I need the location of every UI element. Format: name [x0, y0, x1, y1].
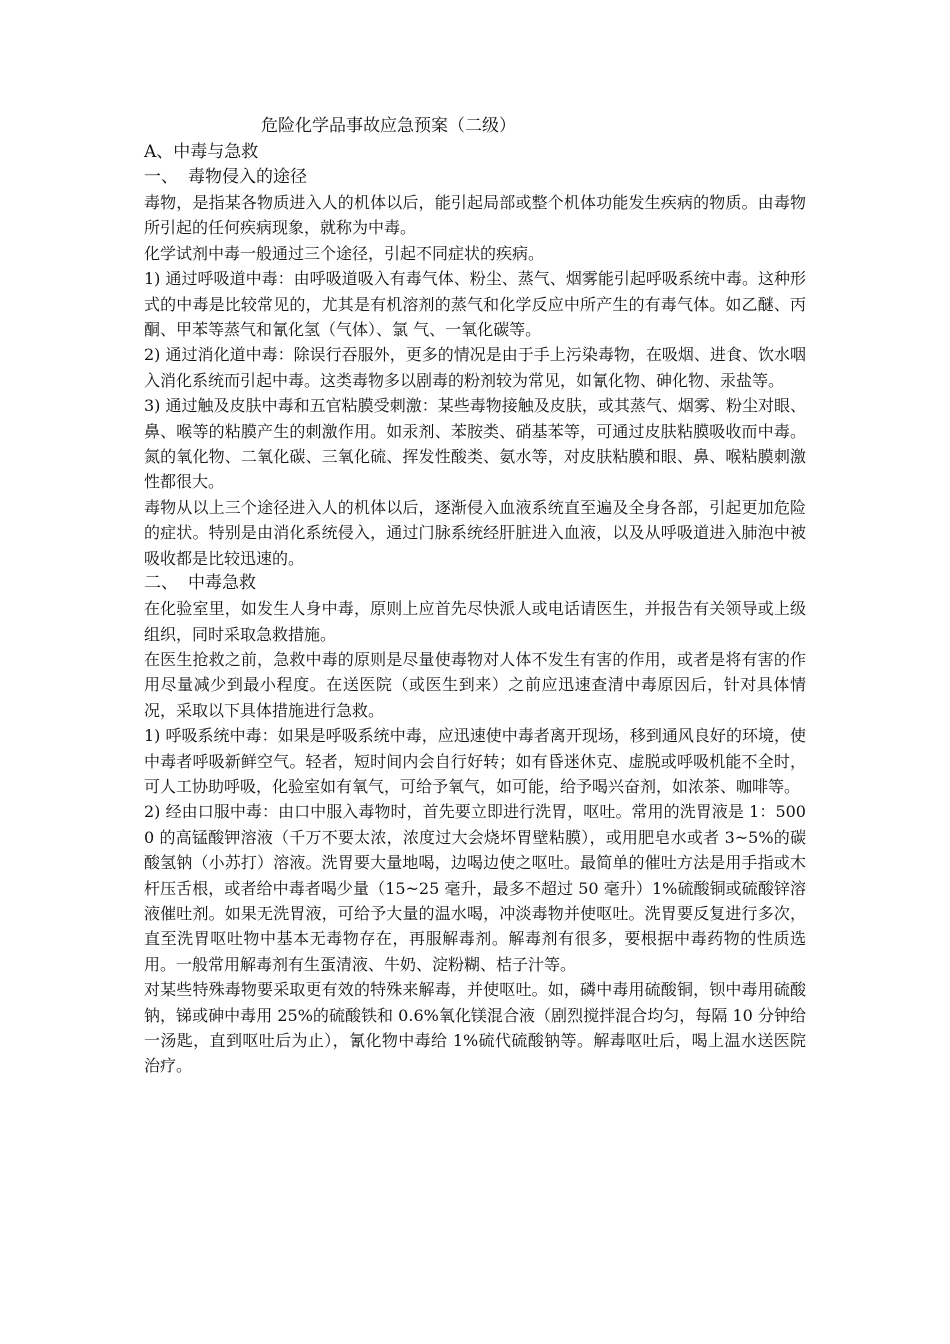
part2-number: 二、: [144, 573, 178, 594]
part2-heading-text: 中毒急救: [188, 573, 256, 594]
paragraph: 3) 通过触及皮肤中毒和五官粘膜受刺激：某些毒物接触及皮肤，或其蒸气、烟雾、粉尘对眼、鼻、喉等的粘膜产生的刺激作用。如汞剂、苯胺类、硝基苯等，可通过皮肤粘膜吸收而中毒。氮的氧化物、二氧化碳、三氧化硫、挥发性酸类、氨水等，对皮肤粘膜和眼、鼻、喉粘膜刺激性都很大。: [144, 396, 806, 492]
paragraph: 2) 经由口服中毒：由口中服入毒物时，首先要立即进行洗胃，呕吐。常用的洗胃液是 1：5000 的高锰酸钾溶液（千万不要太浓，浓度过大会烧坏胃壁粘膜），或用肥皂水或者 3~5%的碳酸氢钠（小苏打）溶液。洗胃要大量地喝，边喝边使之呕吐。最简单的催吐方法是用手指或木杆压舌根，或者给中毒者喝少量（15~25 毫升，最多不超过 50 毫升）1%硫酸铜或硫酸锌溶液催吐剂。如果无洗胃液，可给予大量的温水喝，冲淡毒物并使呕吐。洗胃要反复进行多次，直至洗胃呕吐物中基本无毒物存在，再服解毒剂。解毒剂有很多，要根据中毒药物的性质选用。一般常用解毒剂有生蛋清液、牛奶、淀粉糊、桔子汁等。: [144, 802, 806, 974]
paragraph: 在化验室里，如发生人身中毒，原则上应首先尽快派人或电话请医生，并报告有关领导或上级组织，同时采取急救措施。: [144, 599, 806, 644]
paragraph: 毒物，是指某各物质进入人的机体以后，能引起局部或整个机体功能发生疾病的物质。由毒物所引起的任何疾病现象，就称为中毒。: [144, 193, 806, 238]
paragraph: 1) 呼吸系统中毒：如果是呼吸系统中毒，应迅速使中毒者离开现场，移到通风良好的环境，使中毒者呼吸新鲜空气。轻者，短时间内会自行好转；如有昏迷休克、虚脱或呼吸机能不全时，可人工协助呼吸，化验室如有氧气，可给予氧气，如可能，给予喝兴奋剂，如浓茶、咖啡等。: [144, 726, 806, 796]
part1-heading-text: 毒物侵入的途径: [188, 167, 307, 187]
paragraph: 在医生抢救之前，急救中毒的原则是尽量使毒物对人体不发生有害的作用，或者是将有害的作用尽量减少到最小程度。在送医院（或医生到来）之前应迅速查清中毒原因后，针对具体情况，采取以下具体措施进行急救。: [144, 649, 806, 720]
paragraph: 化学试剂中毒一般通过三个途径，引起不同症状的疾病。: [144, 243, 545, 263]
part1-heading: [144, 165, 806, 190]
paragraph: 1) 通过呼吸道中毒：由呼吸道吸入有毒气体、粉尘、蒸气、烟雾能引起呼吸系统中毒。这种形式的中毒是比较常见的，尤其是有机溶剂的蒸气和化学反应中所产生的有毒气体。如乙醚、丙酮、甲苯等蒸气和氰化氢（气体）、氯 气、一氧化碳等。: [144, 269, 806, 340]
document-page: [144, 112, 806, 1079]
paragraph: 对某些特殊毒物要采取更有效的特殊来解毒，并使呕吐。如，磷中毒用硫酸铜，钡中毒用硫酸钠，锑或砷中毒用 25%的硫酸铁和 0.6%氧化镁混合液（剧烈搅拌混合均匀，每隔 10 分钟给一汤匙，直到呕吐后为止），氰化物中毒给 1%硫代硫酸钠等。解毒呕吐后，喝上温水送医院治疗。: [144, 980, 806, 1076]
part1-number: 一、: [144, 167, 178, 187]
paragraph: 2) 通过消化道中毒：除误行吞服外，更多的情况是由于手上污染毒物，在吸烟、进食、饮水咽入消化系统而引起中毒。这类毒物多以剧毒的粉剂较为常见，如氰化物、砷化物、汞盐等。: [144, 345, 806, 390]
document-title: 危险化学品事故应急预案（二级）: [261, 116, 516, 136]
section-a-heading: A、中毒与急救: [144, 142, 259, 162]
paragraph: 毒物从以上三个途径进入人的机体以后，逐渐侵入血液系统直至遍及全身各部，引起更加危险的症状。特别是由消化系统侵入，通过门脉系统经肝脏进入血液，以及从呼吸道进入肺泡中被吸收都是比较迅速的。: [144, 497, 806, 568]
part2-heading: [144, 571, 806, 596]
